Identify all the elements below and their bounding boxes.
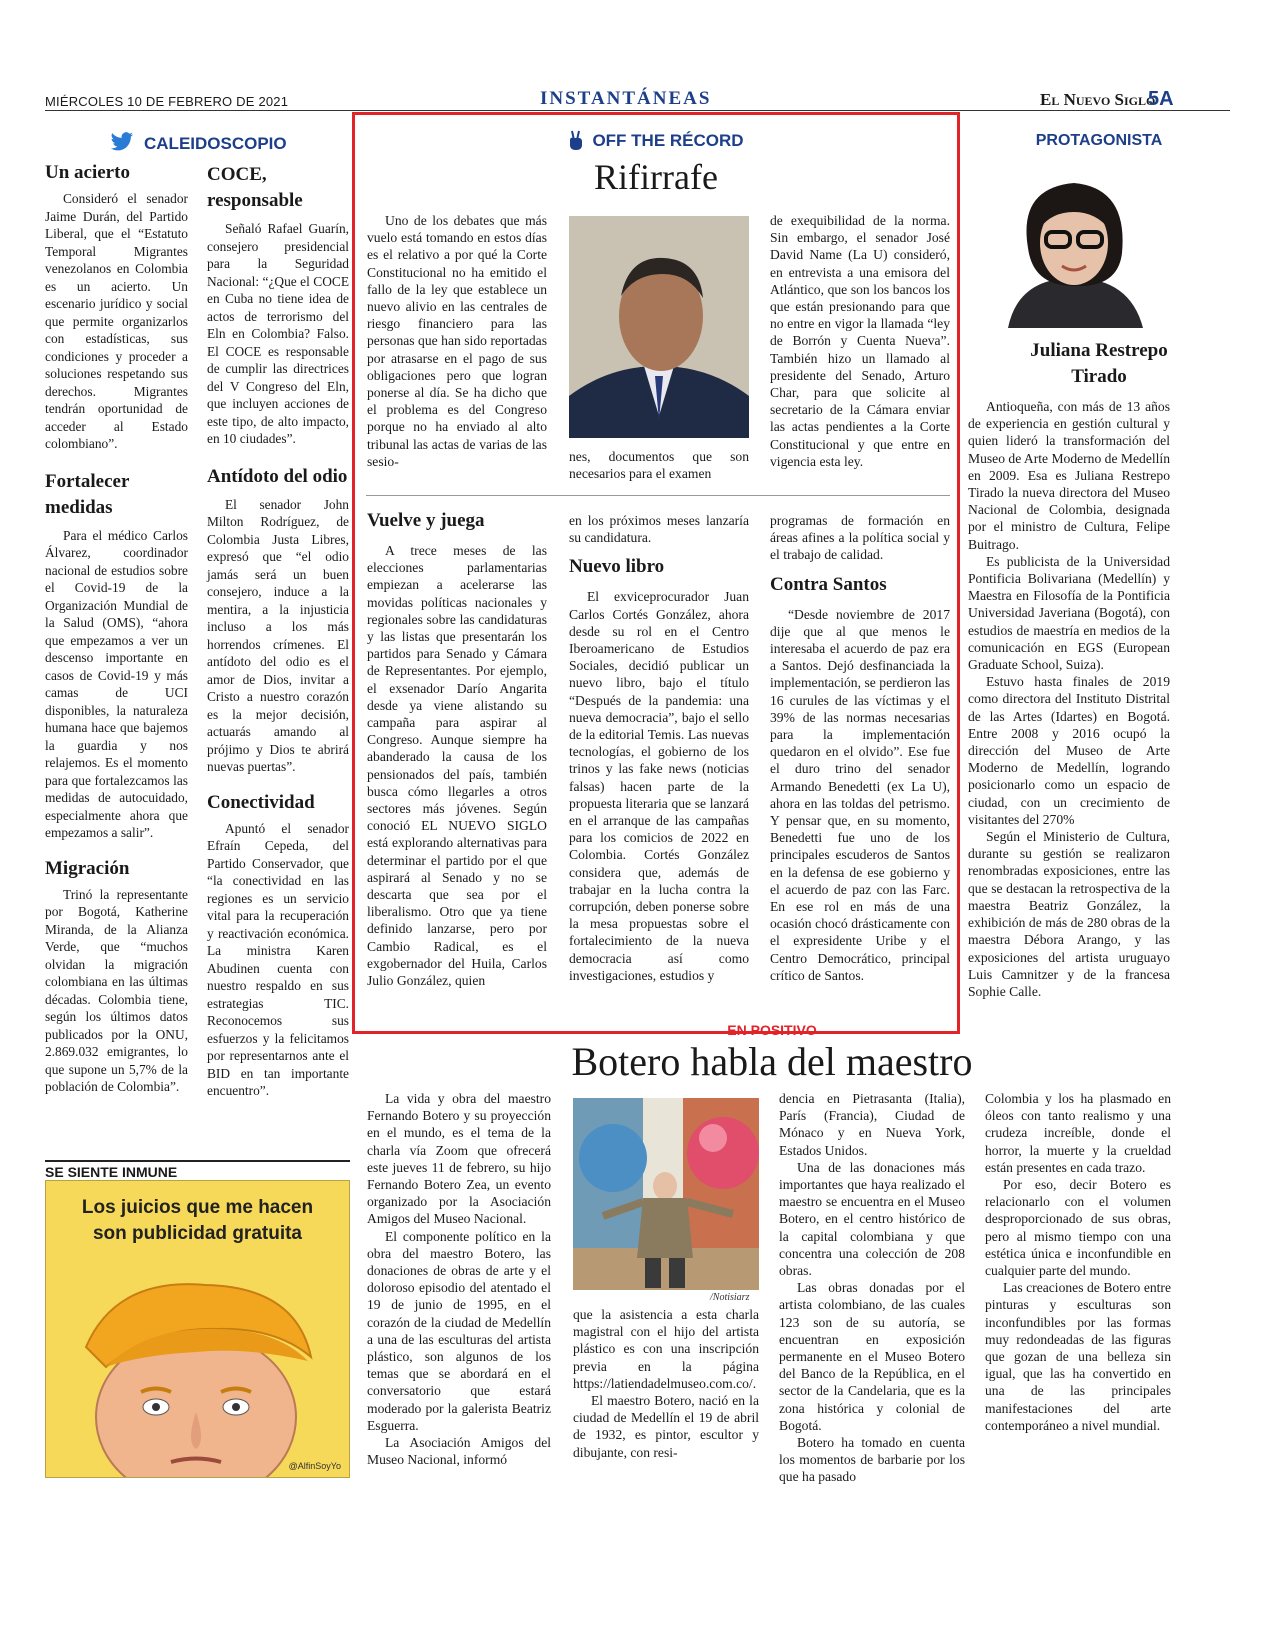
botero-text: El maestro Botero, nació en la ciudad de Medellín el 19 de abril de 1932, es pintor, escultor y dibujante, con resi- [573, 1393, 759, 1460]
item-text: Trinó la representante por Bogotá, Katherine Miranda, de la Alianza Verde, que “muchos olvidan la migración colombiana en las últimas décadas. Colombia tiene, según los últimos datos publicados por la ONU, 2.869.032 emigrantes, lo que supone un 5,7% de la población de Colombia”. [45, 886, 188, 1094]
item-text: Para el médico Carlos Álvarez, coordinador nacional de estudios sobre el Covid-19 de la Organización Mundial de la Salud (OMS), “ahora que empezamos a ver un descenso importante en casos de Covid-19 y más camas de UCI disponibles, la naturaleza humana hace que bajemos la guardia y nos relajemos. Es el momento para que fortalezcamos las medidas de autocuidado, especialmente ahora que empezamos a salir”. [45, 527, 188, 840]
botero-col2 [573, 1306, 759, 1461]
photo-credit: /Notisiarz [710, 1292, 750, 1303]
vuelve-col [367, 510, 547, 989]
cartoon-credit: @AlfinSoyYo [288, 1461, 341, 1471]
caleidoscopio-col1 [45, 162, 188, 1096]
botero-text: La Asociación Amigos del Museo Nacional, informó [367, 1435, 551, 1468]
twitter-bird-icon [110, 132, 134, 152]
botero-text: Colombia y los ha plasmado en óleos con tanto realismo y una crudeza increíble, donde el horror, la muerte y la crueldad están presentes en cada trazo. [985, 1091, 1171, 1175]
item-text: programas de formación en áreas afines a la política social y el trabajo de calidad. [770, 513, 950, 563]
portrait-figure [569, 216, 749, 438]
item-title: Migración [45, 857, 130, 879]
item-title: COCE, responsable [207, 164, 303, 211]
protagonista-name: Juliana Restrepo Tirado [1030, 340, 1168, 387]
botero-text: Por eso, decir Botero es relacionarlo con el volumen desproporcionado de sus obras, pero al mismo tiempo con una estética única e inconfundible en cualquier parte del mundo. [985, 1177, 1171, 1279]
caricature-figure [46, 1257, 351, 1477]
item-title: Vuelve y juega [367, 510, 485, 531]
caleidoscopio-col2 [207, 162, 349, 1100]
item-text: Señaló Rafael Guarín, consejero presidencial para la Seguridad Nacional: “¿Que el COCE en Cuba no tiene idea de actos de terrorismo del Eln en Colombia? Falso. El COCE es responsable de cumplir las directrices del V Congreso del Eln, que incluyen acciones de este tipo, de alto impacto, en 10 ciudades”. [207, 221, 349, 446]
en-positivo-headline: Botero habla del maestro [571, 1039, 973, 1084]
item-title: Un acierto [45, 162, 130, 183]
cartoon [45, 1180, 350, 1478]
issue-date: MIÉRCOLES 10 DE FEBRERO DE 2021 [45, 94, 289, 109]
en-positivo-label: EN POSITIVO [727, 1022, 817, 1038]
santos-col [770, 512, 950, 984]
rifirrafe-col1 [367, 212, 547, 470]
cartoon-label: SE SIENTE INMUNE [45, 1160, 350, 1180]
portrait-figure [978, 168, 1171, 328]
peace-hand-icon [568, 130, 584, 150]
botero-col4 [985, 1090, 1171, 1434]
protagonista-text: Antioqueña, con más de 13 años de experiencia en gestión cultural y quien lideró la transformación del Museo de Arte Moderno de Medellín en 2009. Esa es Juliana Restrepo Tirado la nueva directora del Museo Nacional de Colombia, designada por el ministro de Cultura, Felipe Buitrago. [968, 399, 1170, 552]
cartoon-bubble-text: Los juicios que me hacen son publicidad gratuita [81, 1197, 314, 1244]
item-title: Conectividad [207, 791, 315, 813]
protagonista-label: PROTAGONISTA [1035, 132, 1163, 149]
header-rule [45, 110, 1230, 111]
protagonista-text: Según el Ministerio de Cultura, durante su gestión se realizaron renombradas exposiciones, entre las que se destacan la retrospectiva de la maestra Beatriz González, la exhibición de más de 280 obras de la maestra Débora Arango, y las exposiciones del artista uruguayo Luis Camnitzer y de la francesa Sophie Calle. [968, 829, 1170, 999]
rifirrafe-text: nes, documentos que son necesarios para el examen [569, 449, 749, 482]
item-text: Apuntó el senador Efraín Cepeda, del Partido Conservador, que “la conectividad en las regiones es un servicio vital para la recuperación y reactivación económica. La ministra Karen Abudinen cuenta con nuestro respaldo en sus estrategias TIC. Reconocemos sus esfuerzos y la felicitamos por representarnos ante el BID en tan importante encuentro”. [207, 820, 349, 1098]
item-text: en los próximos meses lanzaría su candidatura. [569, 513, 749, 546]
senator-photo [569, 216, 749, 438]
rifirrafe-col2 [569, 448, 749, 482]
item-title: Antídoto del odio [207, 465, 348, 487]
protagonista-text: Es publicista de la Universidad Pontificia Bolivariana (Medellín) y Maestra en Filosofía de la Pontificia Universidad Javeriana (Bogotá), con estudios de maestría en medios de la comunicación en EGS (European Graduate School, Suiza). [968, 553, 1170, 673]
off-record-divider [366, 495, 950, 496]
off-record-label: OFF THE RÉCORD [592, 131, 744, 150]
botero-text: que la asistencia a esta charla magistral con el hijo del artista plástico es con una inscripción previa en la página https://latiendadelmuseo.com.co/. [573, 1307, 759, 1391]
botero-photo [573, 1098, 759, 1290]
rifirrafe-col3 [770, 212, 950, 470]
caleidoscopio-kicker [110, 132, 310, 154]
item-text: A trece meses de las elecciones parlamentarias empiezan a acelerarse las movidas políticas nacionales y regionales sobre las candidaturas y las listas que presentarán los partidos para Senado y Cámara de Representantes. Por ejemplo, el exsenador Darío Angarita desde ya viene alistando su campaña para aspirar al Congreso. Aunque siempre ha abanderado la causa de los pensionados del país, también busca cómo llegarles a otros sectores más jóvenes. Según conoció EL NUEVO SIGLO está explorando alternativas para determinar el partido por el que aspirará al Senado y no se descarta que sea por el liberalismo. Otro que ya tiene definido lanzarse, pero por Cambio Radical, es el exgobernador del Huila, Carlos Julio González, quien [367, 543, 547, 989]
botero-text: Botero ha tomado en cuenta los momentos de barbarie por los que ha pasado [779, 1435, 965, 1485]
protagonista-photo [978, 168, 1171, 328]
item-text: El senador John Milton Rodríguez, de Colombia Justa Libres, expresó que “el odio jamás será un buen consejero, induce a la mentira, a la injusticia incluso a los más horrendos crímenes. El antídoto del odio es el amor de Dios, invitar a Cristo a nuestro corazón es la mejor decisión, actuarás amando al prójimo y Dios te abrirá nuevas puertas”. [207, 496, 349, 774]
botero-text: El componente político en la obra del maestro Botero, las donaciones de obras de arte y el doloroso episodio del atentado el 19 de junio de 1995, en el corazón de la ciudad de Medellín a una de las esculturas del artista plástico, son algunos de los temas que se abordará en el conversatorio que estará moderado por la galerista Beatriz Esguerra. [367, 1228, 551, 1433]
protagonista-body [968, 398, 1170, 1000]
item-text: Consideró el senador Jaime Durán, del Partido Liberal, que el “Estatuto Temporal Migrantes venezolanos en Colombia es un acierto. Un escenario jurídico y social que permite organizarlos con estadísticas, sus condiciones y proceder a soluciones respetando sus derechos. Migrantes tendrán oportunidad de acceder al Estado colombiano”. [45, 191, 188, 451]
rifirrafe-text: Uno de los debates que más vuelo está tomando en estos días es el relativo a por qué la Corte Constitucional no ha emitido el fallo de la ley que establece un nuevo alivio en las centrales de riesgo financiero para las personas que han sido reportadas por atrasarse en el pago de sus obligaciones pero que logran ponerse al día. Se ha dicho que el problema es del Congreso porque no ha enviado al alto tribunal las actas de varias de las sesio- [367, 213, 547, 469]
item-title: Nuevo libro [569, 556, 665, 578]
item-text: El exviceprocurador Juan Carlos Cortés González, ahora desde su rol en el Centro Iberoamericano de Estudios Sociales, decidió publicar un nuevo libro, bajo el título “Después de la pandemia: una nueva democracia”, bajo el sello de la editorial Temis. Las nuevas tecnologías, el gobierno de los trinos y las fake news (noticias falsas) hacen parte de la propuesta literaria que se lanzará en el arranque de las campañas para los comicios de 2022 en Colombia. Cortés González considera que, además de trabajar en la lucha contra la corrupción, deben ponerse sobre la mesa propuestas sobre el fortalecimiento de la nueva democracia así como investigaciones, estudios y [569, 589, 749, 983]
botero-text: Las obras donadas por el artista colombiano, de las cuales 123 son de su autoría, se encuentran en exposición permanente en el Museo Botero del Banco de la República, en el sector de la Candelaria, que es la zona histórica y colonial de Bogotá. [779, 1280, 965, 1433]
section-title: INSTANTÁNEAS [540, 88, 712, 109]
newspaper-name: El Nuevo Siglo [1040, 90, 1156, 109]
off-record-kicker [352, 130, 960, 151]
botero-text: Una de las donaciones más importantes que haya realizado el maestro se encuentra en el Museo Botero, en el centro histórico de la capital colombiana y que concentra una colección de 208 obras. [779, 1159, 965, 1279]
caleidoscopio-label: CALEIDOSCOPIO [144, 134, 287, 153]
botero-text: dencia en Pietrasanta (Italia), París (Francia), Ciudad de Mónaco y en Nueva York, Estados Unidos. [779, 1091, 965, 1158]
botero-col1 [367, 1090, 551, 1468]
libro-col [569, 512, 749, 984]
botero-text: Las creaciones de Botero entre pinturas y esculturas son inconfundibles por las formas muy redondeadas de las figuras que gozan de una belleza sin igual, que las ha convertido en una de las principales manifestaciones del arte contemporáneo a nivel mundial. [985, 1280, 1171, 1433]
protagonista-text: Estuvo hasta finales de 2019 como directora del Instituto Distrital de las Artes (Idartes) en Bogotá. Entre 2008 y 2016 ocupó la dirección del Museo de Arte Moderno de Medellín, logrando posicionarlo como un espacio de ciudad, con un crecimiento de visitantes del 270% [968, 674, 1170, 827]
botero-text: La vida y obra del maestro Fernando Botero y su proyección en el mundo, es el tema de la charla vía Zoom que ofrecerá este jueves 11 de febrero, su hijo Fernando Botero Zea, un evento organizado por la Asociación Amigos del Museo Nacional. [367, 1091, 551, 1227]
item-title: Contra Santos [770, 573, 887, 595]
item-title: Fortalecer medidas [45, 470, 130, 518]
off-record-headline: Rifirrafe [594, 157, 718, 197]
item-text: “Desde noviembre de 2017 dije que al que menos le interesaba el acuerdo de paz era a Santos. Dejó desfinanciada la implementación, se perdieron las 16 curules de las víctimas y el 39% de las normas necesarias para la implementación quedaron en el olvido”. Ese fue el duro trino del senador Armando Benedetti (ex La U), ahora en las toldas del petrismo. Y pensar que, en su momento, Benedetti fue uno de los principales escuderos de Santos en la defensa de ese gobierno y el acuerdo de paz con las Farc. En ese rol en más de una ocasión chocó drásticamente con el expresidente Uribe y el Centro Democrático, principal crítico de Santos. [770, 606, 950, 983]
rifirrafe-text: de exequibilidad de la norma. Sin embargo, el senador José David Name (La U) consideró, en entrevista a una emisora del Atlántico, que son los bancos los que están presionando para que no entre en vigor la llamada “ley de Borrón y Cuenta Nueva”. También hizo un llamado al presidente del Senado, Arturo Char, para que solicite al secretario de la Cámara enviar las actas pendientes a la Corte Constitucional y que entre en vigencia esta ley. [770, 213, 950, 469]
page-number: 5A [1148, 88, 1174, 110]
botero-scene [573, 1098, 759, 1290]
botero-col3 [779, 1090, 965, 1486]
